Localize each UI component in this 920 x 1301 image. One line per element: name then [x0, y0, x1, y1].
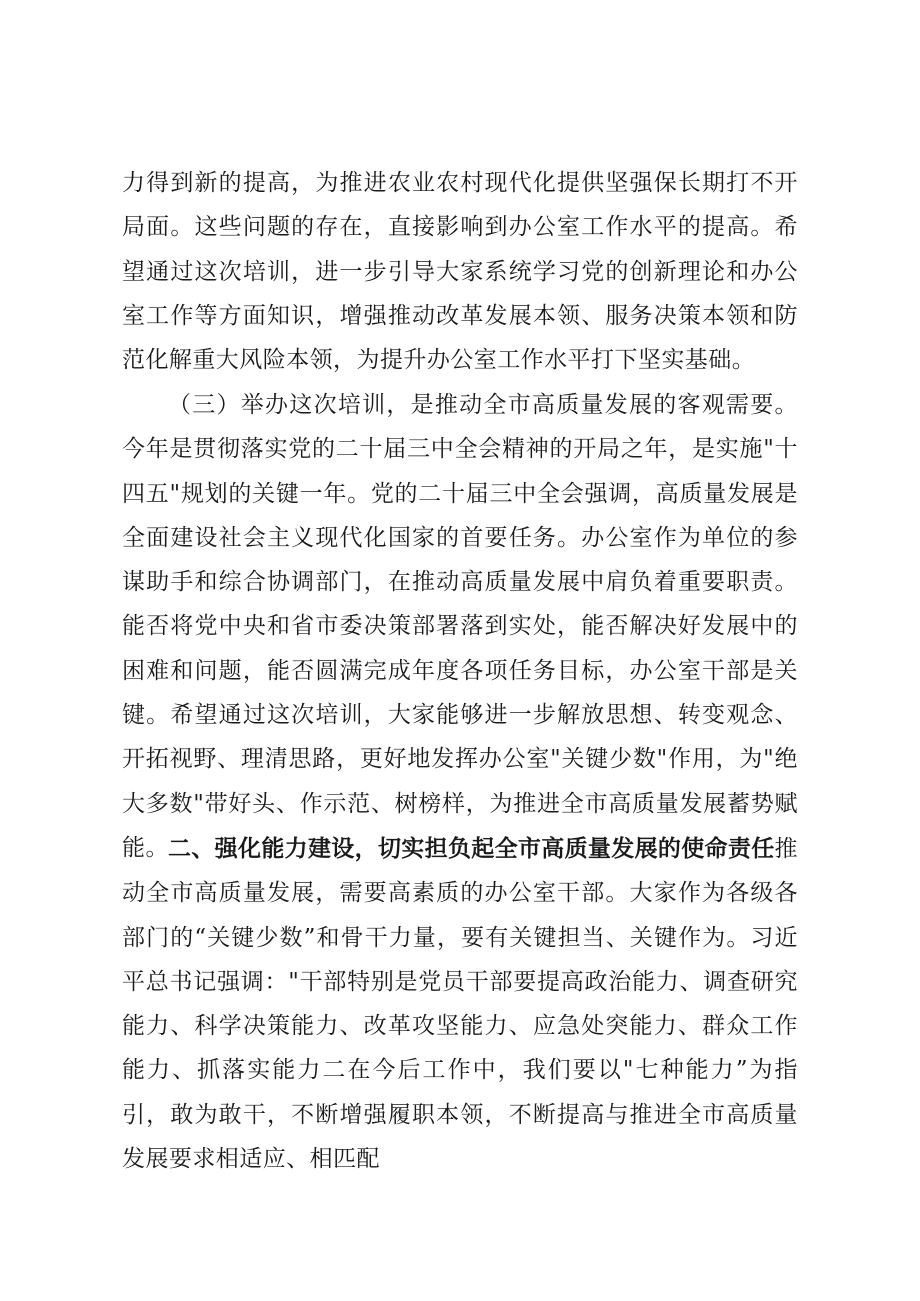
section-heading: 二、强化能力建设，切实担负起全市高质量发展的使命责任	[168, 836, 775, 862]
section-body-text: 推动全市高质量发展，需要高素质的办公室干部。大家作为各级各部门的“关键少数”和骨干力量，要有关键担当、关键作为。习近平总书记强调："干部特别是党员干部要提高政治能力、调查研究能力、科学决策能力、改革攻坚能力、应急处突能力、群众工作能力、抓落实能力二在今后工作中，我们要以"七种能力”为指引，敢为敢干，不断增强履职本领，不断提高与推进全市高质量发展要求相适应、相匹配	[122, 836, 798, 1173]
paragraph-section-three: （三）举办这次培训，是推动全市高质量发展的客观需要。今年是贯彻落实党的二十届三中全会精神的开局之年，是实施"十四五"规划的关键一年。党的二十届三中全会强调，高质量发展是全面建设社会主义现代化国家的首要任务。办公室作为单位的参谋助手和综合协调部门，在推动高质量发展中肩负着重要职责。能否将党中央和省市委决策部署落到实处，能否解决好发展中的困难和问题，能否圆满完成年度各项任务目标，办公室干部是关键。希望通过这次培训，大家能够进一步解放思想、转变观念、开拓视野、理清思路，更好地发挥办公室"关键少数"作用，为"绝大多数"带好头、作示范、树榜样，为推进全市高质量发展蓄势赋能。	[122, 392, 798, 861]
paragraph-continued: 力得到新的提高，为推进农业农村现代化提供坚强保长期打不开局面。这些问题的存在，直接影响到办公室工作水平的提高。希望通过这次培训，进一步引导大家系统学习党的创新理论和办公室工作等方面知识，增强推动改革发展本领、服务决策本领和防范化解重大风险本领，为提升办公室工作水平打下坚实基础。	[122, 170, 798, 374]
paragraph-section-two	[122, 827, 798, 1181]
